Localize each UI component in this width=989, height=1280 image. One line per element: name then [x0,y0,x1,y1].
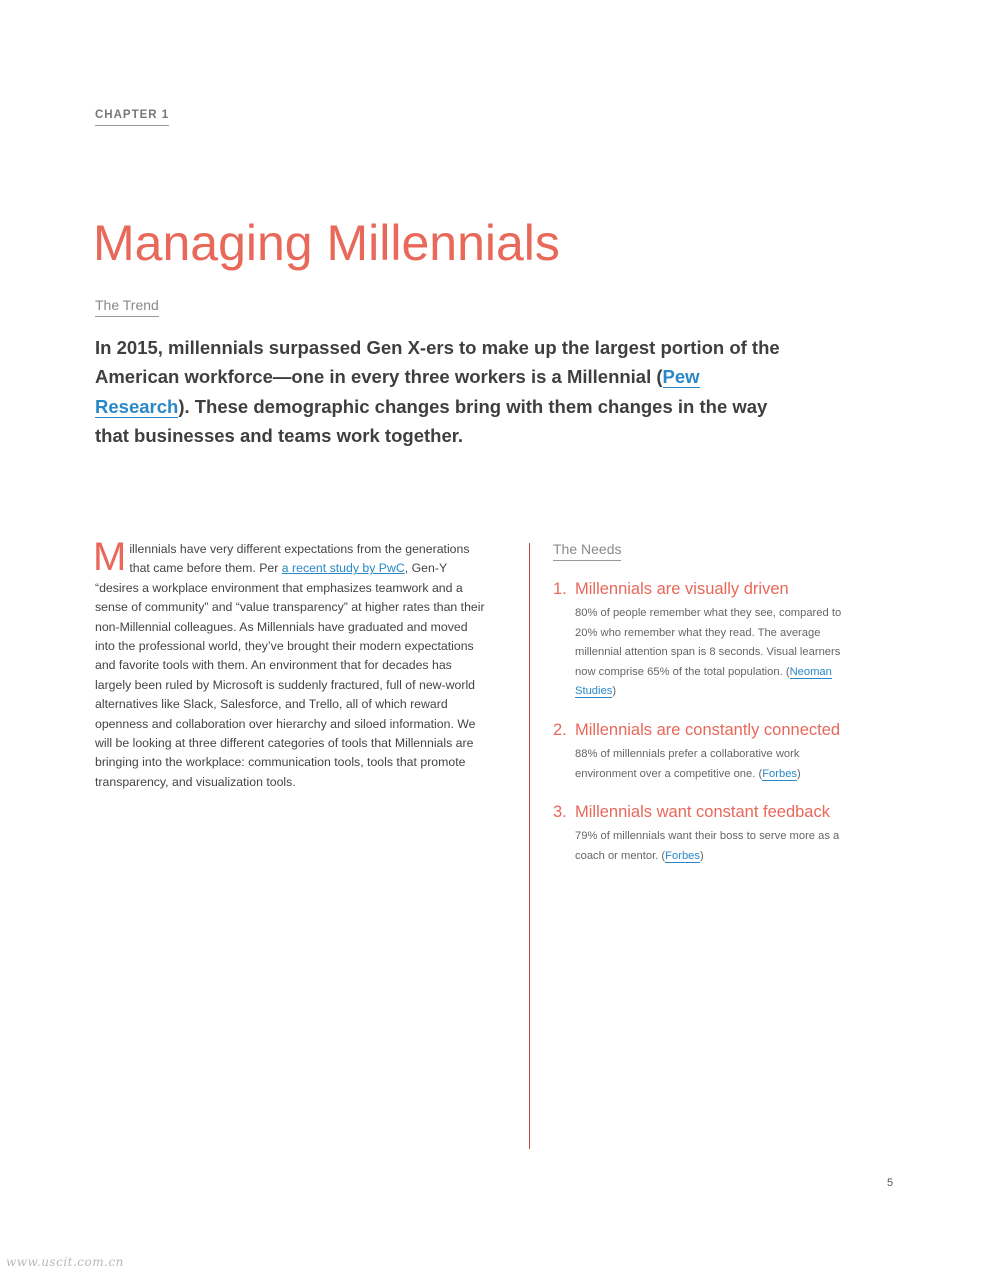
watermark: www.uscit.com.cn [6,1255,124,1269]
forbes-link[interactable]: Forbes [665,849,700,862]
need-number: 1. [553,580,567,598]
need-description [575,604,843,702]
neoman-studies-link[interactable]: Neoman Studies [575,665,832,697]
need-text-before: 80% of people remember what they see, compared to 20% who remember what they read. The average millennial attention span is 8 seconds. Visual learners now comprise 65% of the total population. ( [575,607,842,678]
need-description [575,745,843,784]
need-heading-text: Millennials want constant feedback [575,803,830,821]
body-text-after: , Gen-Y “desires a workplace environment that emphasizes teamwork and a sense of community” and “value transparency” at higher rates than their non-Millennial colleagues. As Millennials have graduated and moved into the professional world, they’ve brought their modern expectations and favorite tools with them. An environment that for decades has largely been ruled by Microsoft is suddenly fractured, full of new-world alternatives like Slack, Salesforce, and Trello, all of which reward openness and collaboration over hierarchy and siloed information. We will be looking at three different categories of tools that Millennials are bringing into the workplace: communication tools, tools that promote transparency, and visualization tools. [95,561,485,789]
lead-text-before: In 2015, millennials surpassed Gen X-ers to make up the largest portion of the American workforce—one in every three workers is a Millennial ( [95,337,780,388]
trend-section-label: The Trend [95,297,159,317]
need-item-visually-driven [553,578,843,702]
need-heading-text: Millennials are visually driven [575,580,789,598]
forbes-link[interactable]: Forbes [762,767,798,780]
need-heading [553,801,843,823]
need-item-constant-feedback [553,801,843,866]
lead-text-after: ). These demographic changes bring with them changes in the way that businesses and teams work together. [95,395,768,446]
need-heading [553,719,843,741]
need-number: 2. [553,721,567,739]
pwc-study-link[interactable]: a recent study by PwC [281,561,405,576]
need-heading [553,578,843,600]
need-heading-text: Millennials are constantly connected [575,721,841,739]
need-text-after: ) [700,849,704,862]
need-description [575,827,843,866]
need-text-after: ) [612,685,617,697]
lead-paragraph [95,333,795,450]
page-number: 5 [887,1177,894,1189]
body-text-before: illennials have very different expectations from the generations that came before them. Per [129,542,470,576]
need-item-constantly-connected [553,719,843,784]
need-text-after: ) [797,767,801,780]
column-divider [529,543,530,1149]
need-number: 3. [553,803,567,821]
needs-section-label: The Needs [553,541,621,561]
need-text-before: 79% of millennials want their boss to serve more as a coach or mentor. ( [575,830,840,862]
page-title: Managing Millennials [93,215,560,271]
need-text-before: 88% of millennials prefer a collaborative work environment over a competitive one. ( [575,748,800,780]
pew-research-link[interactable]: Pew Research [95,366,700,417]
drop-cap: M [93,535,127,579]
body-paragraph [93,535,485,792]
chapter-label: CHAPTER 1 [95,109,169,126]
